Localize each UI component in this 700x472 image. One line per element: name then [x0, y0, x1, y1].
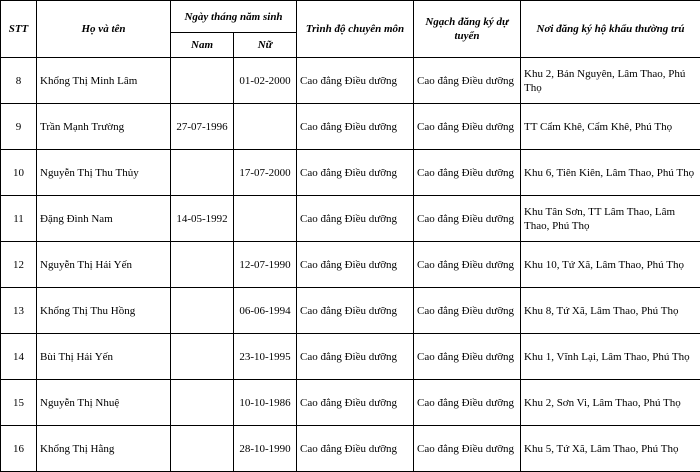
header-qualification: Trình độ chuyên môn: [297, 1, 414, 58]
table-row: [1, 150, 700, 196]
cell-qualification: Cao đẳng Điều dưỡng: [297, 242, 414, 288]
cell-stt: 13: [1, 288, 37, 334]
cell-qualification: Cao đẳng Điều dưỡng: [297, 196, 414, 242]
table-body: [1, 58, 700, 472]
cell-name: Khổng Thị Thu Hồng: [37, 288, 171, 334]
header-residence: Nơi đăng ký hộ khẩu thường trú: [521, 1, 700, 58]
cell-residence: Khu 8, Tứ Xã, Lâm Thao, Phú Thọ: [521, 288, 700, 334]
cell-dob-male: 14-05-1992: [171, 196, 234, 242]
cell-dob-male: [171, 288, 234, 334]
cell-dob-male: [171, 242, 234, 288]
table-row: [1, 104, 700, 150]
header-female: Nữ: [234, 33, 297, 58]
table-row: [1, 196, 700, 242]
cell-dob-male: [171, 380, 234, 426]
cell-name: Bùi Thị Hải Yến: [37, 334, 171, 380]
cell-stt: 15: [1, 380, 37, 426]
cell-dob-female: 10-10-1986: [234, 380, 297, 426]
cell-stt: 12: [1, 242, 37, 288]
cell-residence: Khu 2, Sơn Vi, Lâm Thao, Phú Thọ: [521, 380, 700, 426]
cell-rank: Cao đẳng Điều dưỡng: [414, 380, 521, 426]
header-name: Họ và tên: [37, 1, 171, 58]
cell-residence: Khu 1, Vĩnh Lại, Lâm Thao, Phú Thọ: [521, 334, 700, 380]
cell-stt: 11: [1, 196, 37, 242]
cell-dob-male: 27-07-1996: [171, 104, 234, 150]
cell-qualification: Cao đẳng Điều dưỡng: [297, 380, 414, 426]
cell-qualification: Cao đẳng Điều dưỡng: [297, 150, 414, 196]
cell-dob-male: [171, 58, 234, 104]
cell-name: Khổng Thị Minh Lâm: [37, 58, 171, 104]
cell-name: Trần Mạnh Trường: [37, 104, 171, 150]
cell-dob-male: [171, 334, 234, 380]
cell-residence: Khu 2, Bản Nguyên, Lâm Thao, Phú Thọ: [521, 58, 700, 104]
cell-qualification: Cao đẳng Điều dưỡng: [297, 426, 414, 472]
cell-rank: Cao đẳng Điều dưỡng: [414, 58, 521, 104]
cell-dob-female: 17-07-2000: [234, 150, 297, 196]
table-row: [1, 426, 700, 472]
cell-rank: Cao đẳng Điều dưỡng: [414, 288, 521, 334]
cell-dob-female: 01-02-2000: [234, 58, 297, 104]
cell-rank: Cao đẳng Điều dưỡng: [414, 426, 521, 472]
cell-name: Nguyễn Thị Nhuệ: [37, 380, 171, 426]
cell-stt: 14: [1, 334, 37, 380]
cell-rank: Cao đẳng Điều dưỡng: [414, 104, 521, 150]
cell-dob-male: [171, 150, 234, 196]
cell-name: Nguyễn Thị Hải Yến: [37, 242, 171, 288]
cell-dob-male: [171, 426, 234, 472]
cell-rank: Cao đẳng Điều dưỡng: [414, 242, 521, 288]
table-row: [1, 242, 700, 288]
table-row: [1, 334, 700, 380]
cell-name: Khổng Thị Hằng: [37, 426, 171, 472]
cell-rank: Cao đẳng Điều dưỡng: [414, 150, 521, 196]
cell-name: Nguyễn Thị Thu Thủy: [37, 150, 171, 196]
cell-dob-female: 12-07-1990: [234, 242, 297, 288]
cell-dob-female: [234, 104, 297, 150]
cell-dob-female: [234, 196, 297, 242]
cell-residence: Khu 6, Tiên Kiên, Lâm Thao, Phú Thọ: [521, 150, 700, 196]
cell-qualification: Cao đẳng Điều dưỡng: [297, 104, 414, 150]
header-rank: Ngạch đăng ký dự tuyển: [414, 1, 521, 58]
cell-stt: 8: [1, 58, 37, 104]
cell-qualification: Cao đẳng Điều dưỡng: [297, 334, 414, 380]
cell-residence: Khu Tân Sơn, TT Lâm Thao, Lâm Thao, Phú Thọ: [521, 196, 700, 242]
cell-residence: TT Cẩm Khê, Cẩm Khê, Phú Thọ: [521, 104, 700, 150]
cell-dob-female: 28-10-1990: [234, 426, 297, 472]
cell-stt: 16: [1, 426, 37, 472]
table-row: [1, 288, 700, 334]
cell-qualification: Cao đẳng Điều dưỡng: [297, 288, 414, 334]
cell-dob-female: 06-06-1994: [234, 288, 297, 334]
cell-residence: Khu 5, Tứ Xã, Lâm Thao, Phú Thọ: [521, 426, 700, 472]
cell-rank: Cao đẳng Điều dưỡng: [414, 196, 521, 242]
table-row: [1, 380, 700, 426]
cell-name: Đặng Đình Nam: [37, 196, 171, 242]
header-stt: STT: [1, 1, 37, 58]
cell-stt: 9: [1, 104, 37, 150]
cell-stt: 10: [1, 150, 37, 196]
table-row: [1, 58, 700, 104]
cell-dob-female: 23-10-1995: [234, 334, 297, 380]
cell-qualification: Cao đẳng Điều dưỡng: [297, 58, 414, 104]
header-male: Nam: [171, 33, 234, 58]
header-dob: Ngày tháng năm sinh: [171, 1, 297, 33]
cell-rank: Cao đẳng Điều dưỡng: [414, 334, 521, 380]
cell-residence: Khu 10, Tứ Xã, Lâm Thao, Phú Thọ: [521, 242, 700, 288]
